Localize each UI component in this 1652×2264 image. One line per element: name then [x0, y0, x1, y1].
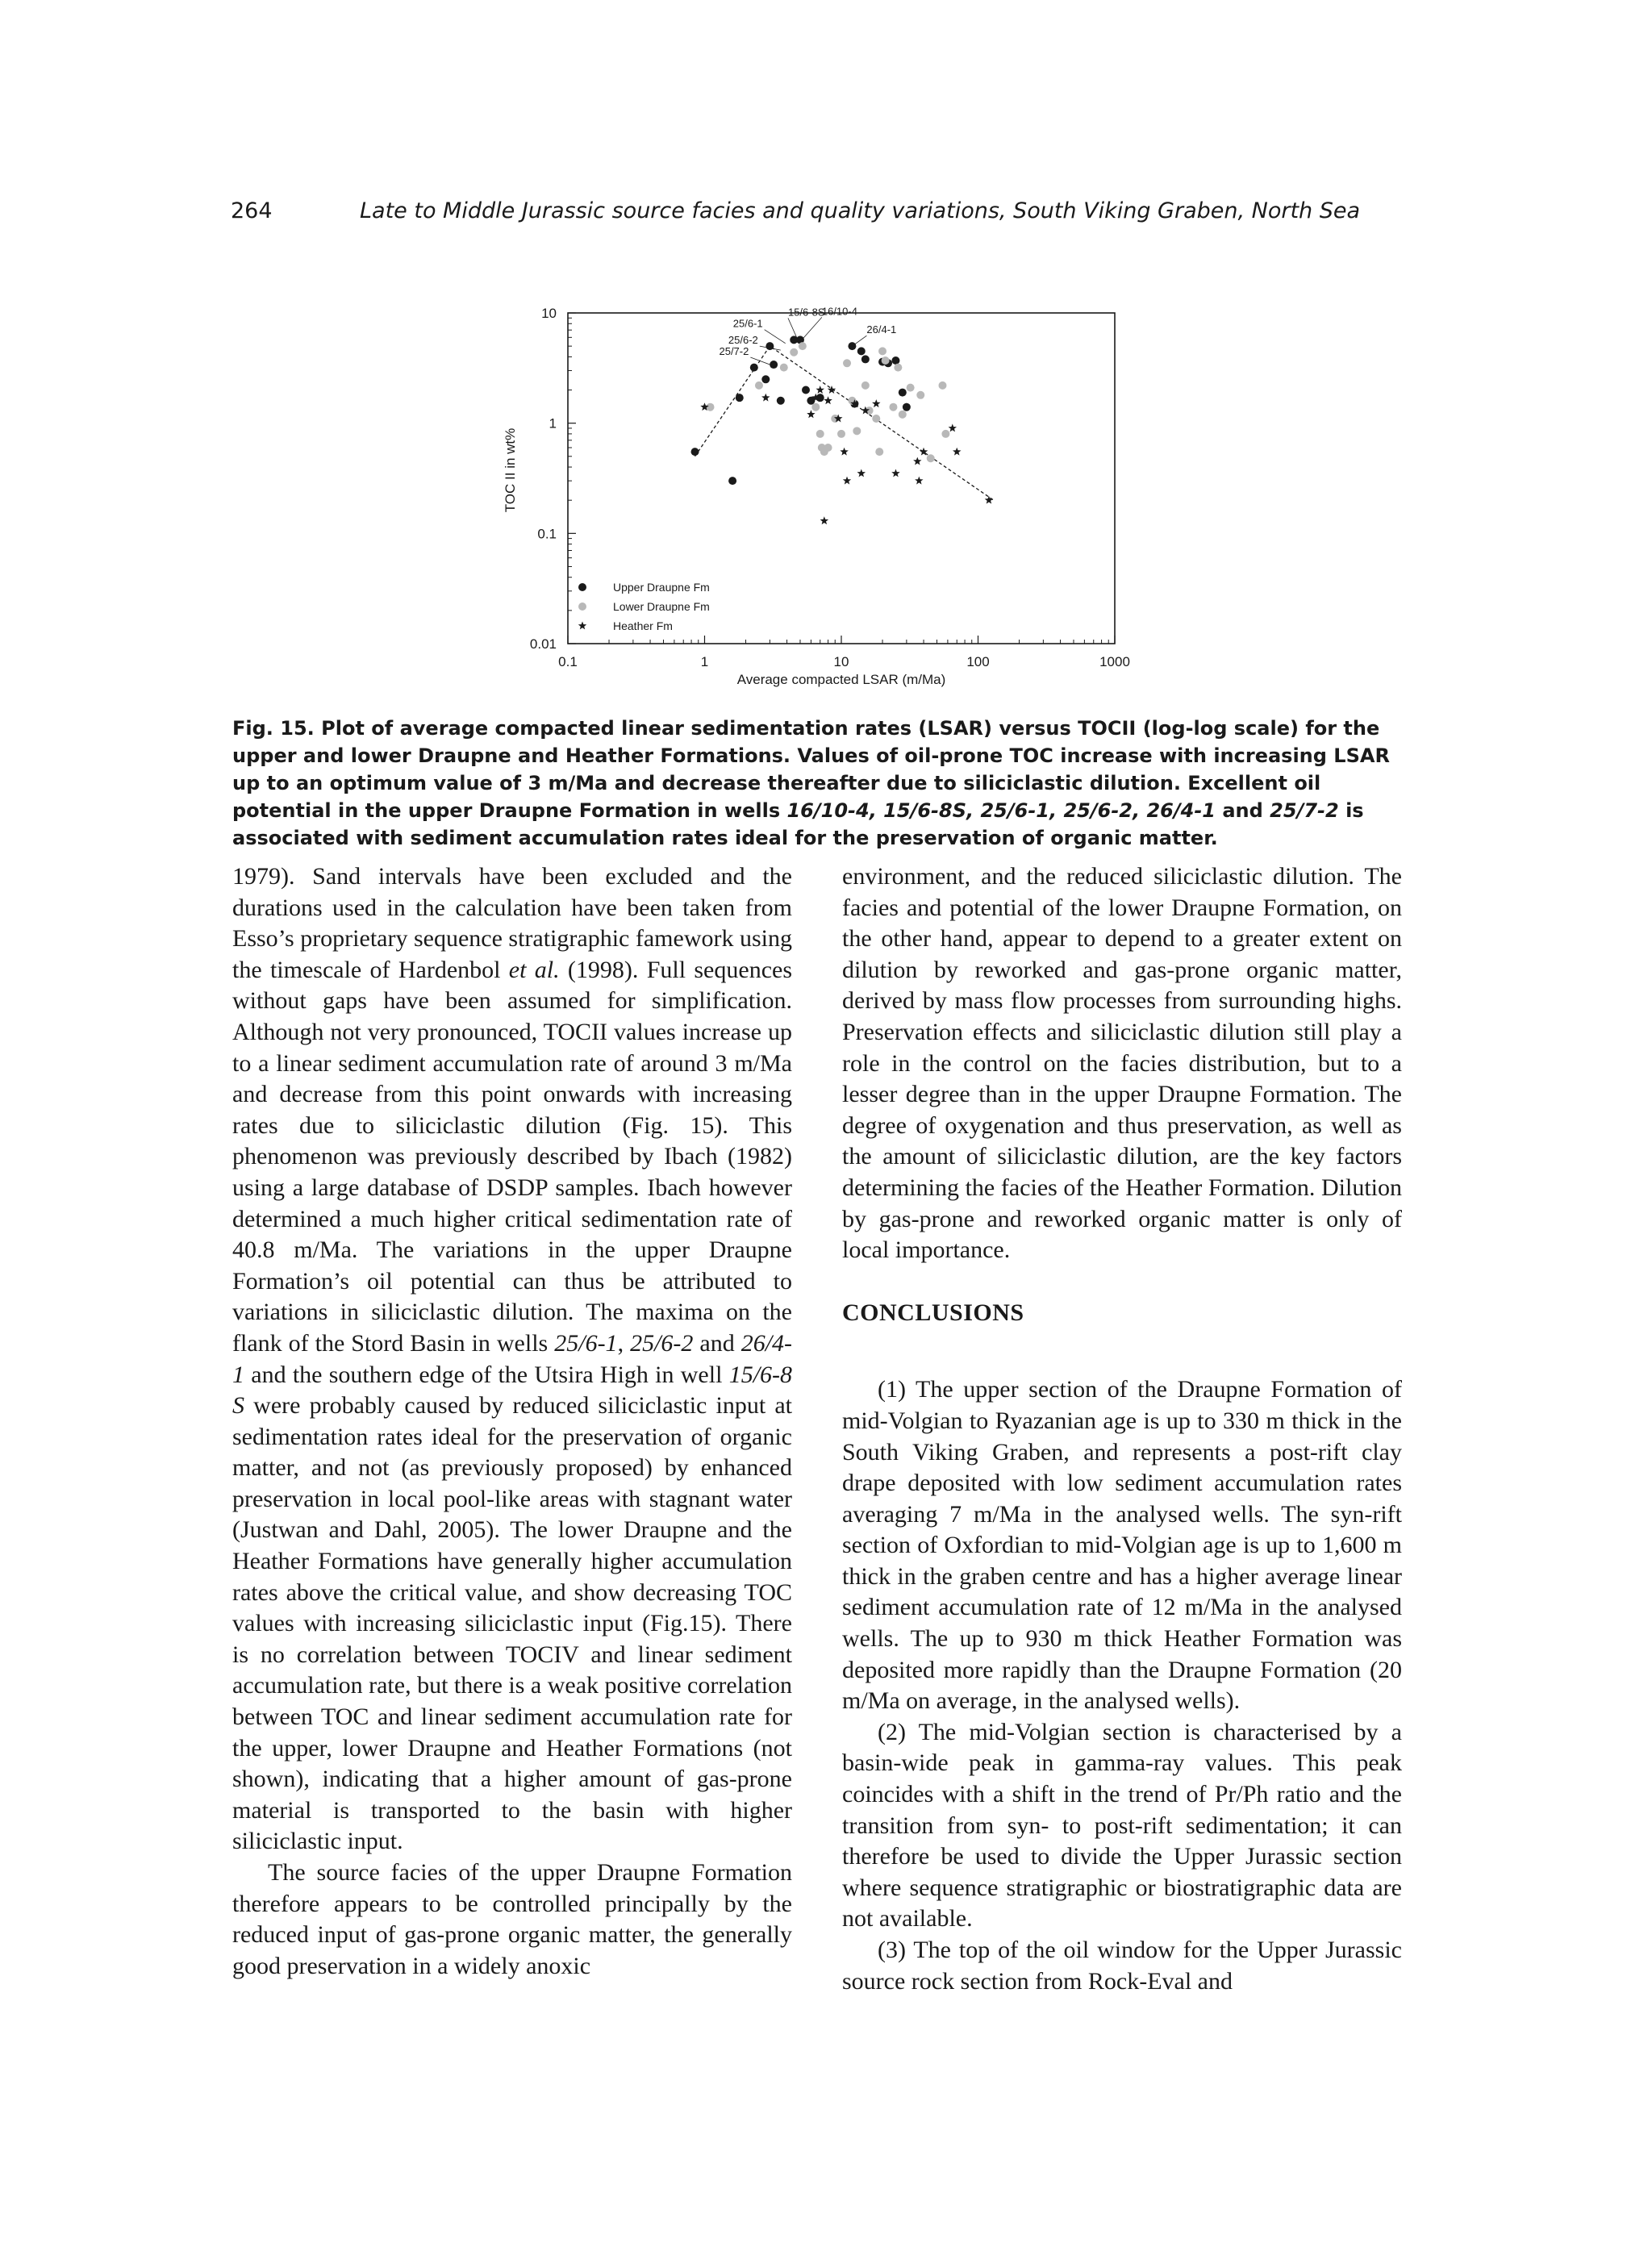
figure-15	[484, 295, 1145, 698]
data-point-lower-draupne	[816, 430, 824, 438]
data-point-heather	[820, 516, 829, 524]
running-head	[231, 198, 1361, 237]
data-point-lower-draupne	[878, 347, 886, 355]
caption-well-last: 25/7-2	[1270, 799, 1339, 822]
x-tick-label: 10	[833, 654, 849, 669]
data-point-upper-draupne	[861, 355, 870, 363]
well-name: 25/6-1	[554, 1329, 618, 1357]
text-run-italic: et al.	[508, 956, 560, 983]
data-point-lower-draupne	[916, 391, 924, 399]
annotation-label: 26/4-1	[866, 323, 897, 336]
data-point-upper-draupne	[770, 361, 778, 369]
caption-and: and	[1222, 799, 1263, 822]
annotation-leader	[765, 330, 786, 344]
text-run: and	[699, 1329, 735, 1357]
data-point-heather	[913, 457, 921, 465]
annotation-leader	[852, 336, 866, 346]
data-point-lower-draupne	[811, 403, 820, 411]
data-point-upper-draupne	[728, 477, 736, 485]
data-point-upper-draupne	[736, 394, 744, 402]
legend-marker	[578, 583, 586, 591]
data-point-lower-draupne	[843, 359, 851, 367]
y-tick-label: 0.1	[537, 526, 557, 542]
annotation-leader	[750, 357, 770, 365]
data-point-lower-draupne	[938, 382, 946, 390]
data-point-heather	[872, 399, 881, 407]
data-point-lower-draupne	[780, 364, 788, 372]
caption-text-2: is associated with sediment accumulation rates ideal for the preservation of organic matter.	[232, 799, 1364, 849]
data-point-lower-draupne	[799, 342, 807, 350]
data-point-upper-draupne	[891, 356, 899, 365]
data-point-heather	[915, 477, 923, 485]
data-point-lower-draupne	[824, 444, 832, 452]
data-point-heather	[824, 396, 832, 404]
data-point-upper-draupne	[766, 342, 774, 350]
data-point-lower-draupne	[941, 430, 949, 438]
data-point-heather	[761, 394, 770, 402]
legend-label: Upper Draupne Fm	[613, 581, 710, 594]
data-point-lower-draupne	[894, 364, 902, 372]
x-tick-label: 1000	[1099, 654, 1130, 669]
data-point-lower-draupne	[907, 384, 915, 392]
text-run: (1998). Full sequences without gaps have been assumed for simplification. Although not very pronounced, TOCII values increase up to a linear sediment accumulation rate of around 3 m/Ma and decrease from this point onwards with increasing rates due to siliciclastic dilution (Fig. 15). This phenomenon was previously described by Ibach (1982) using a large database of DSDP samples. Ibach however determined a much higher critical sedimentation rate of 40.8 m/Ma. The variations in the upper Draupne Formation’s oil potential can thus be attributed to variations in siliciclastic dilution. The maxima on the flank of the Stord Basin in wells	[232, 956, 792, 1357]
data-point-lower-draupne	[853, 427, 861, 435]
data-point-lower-draupne	[861, 382, 870, 390]
data-point-lower-draupne	[872, 415, 880, 423]
data-point-heather	[840, 448, 848, 456]
data-point-lower-draupne	[899, 411, 907, 419]
data-point-upper-draupne	[802, 386, 810, 394]
x-tick-label: 0.1	[558, 654, 578, 669]
annotation-label: 16/10-4	[821, 305, 857, 318]
conclusion-3: (3) The top of the oil window for the Upper Jurassic source rock section from Rock-Eval and	[842, 1937, 1402, 1995]
y-axis-label: TOC II in wt%	[503, 427, 518, 513]
plot-frame	[568, 313, 1115, 644]
right-column	[842, 861, 1402, 1997]
annotation-leader	[803, 317, 822, 339]
data-point-heather	[985, 496, 994, 504]
data-point-upper-draupne	[761, 375, 770, 383]
well-name: 26/4-1	[232, 1329, 793, 1388]
data-point-lower-draupne	[790, 348, 798, 356]
annotation-label: 25/6-2	[728, 334, 758, 347]
well-name: 15/6-8 S	[232, 1361, 793, 1420]
data-point-upper-draupne	[899, 389, 907, 397]
text-run: were probably caused by reduced siliciclastic input at sedimentation rates ideal for the preservation of organic matter, and not (as previously proposed) by enhanced preservation in local pool-like areas with stagnant water (Justwan and Dahl, 2005). The lower Draupne and the Heather Formations have generally higher accumulation rates above the critical value, and show decreasing TOC values with increasing siliciclastic input (Fig.15). There is no correlation between TOCIV and linear sediment accumulation rate, but there is a weak positive correlation between TOC and linear sediment accumulation rate for the upper, lower Draupne and Heather Formations (not shown), indicating that a higher amount of gas-prone material is transported to the basin with higher siliciclastic input.	[232, 1392, 792, 1855]
well-name: 25/6-2	[630, 1329, 694, 1357]
data-point-heather	[953, 448, 962, 456]
trend-line	[695, 346, 994, 500]
left-paragraph-2: The source facies of the upper Draupne Formation therefore appears to be controlled principally by the reduced input of gas-prone organic matter, the generally good preservation in a widely anoxic	[232, 1859, 792, 1979]
data-point-heather	[891, 469, 900, 477]
data-point-lower-draupne	[707, 403, 715, 411]
right-paragraph-1: environment, and the reduced siliciclastic dilution. The facies and potential of the lower Draupne Formation, on the other hand, appear to depend to a greater extent on dilution by reworked and gas-prone organic matter, derived by mass flow processes from surrounding highs. Preservation effects and siliciclastic dilution still play a role in the control on the facies distribution, but to a lesser degree than in the upper Draupne Formation. The degree of oxygenation and thus preservation, as well as the amount of siliciclastic dilution, are the key factors determining the facies of the Heather Formation. Dilution by gas-prone and reworked organic matter is only of local importance.	[842, 863, 1402, 1264]
data-point-upper-draupne	[691, 448, 699, 456]
text-run: and the southern edge of the Utsira High in well	[251, 1361, 723, 1388]
data-point-heather	[949, 423, 957, 432]
annotation-label: 25/7-2	[719, 345, 749, 358]
caption-wells: 16/10-4, 15/6-8S, 25/6-1, 25/6-2, 26/4-1	[786, 799, 1216, 822]
data-point-heather	[857, 469, 866, 477]
y-tick-label: 10	[541, 306, 557, 321]
text-run: 1979). Sand intervals have been excluded and the durations used in the calculation have been taken from Esso’s proprietary sequence stratigraphic famework using the timescale of Hardenbol	[232, 863, 792, 983]
data-point-lower-draupne	[755, 382, 763, 390]
data-point-upper-draupne	[750, 364, 758, 372]
data-point-lower-draupne	[875, 448, 883, 456]
legend-label: Lower Draupne Fm	[613, 600, 710, 613]
y-tick-label: 1	[549, 415, 557, 432]
data-point-upper-draupne	[777, 397, 785, 405]
lsar-toc-chart	[484, 295, 1145, 698]
x-tick-label: 100	[966, 654, 990, 669]
caption-text-1: Plot of average compacted linear sedimentation rates (LSAR) versus TOCII (log-log scale) for the upper and lower Draupne and Heather Formations. Values of oil-prone TOC increase with increasing LSAR up to an optimum value of 3 m/Ma and decrease thereafter due to siliciclastic dilution. Excellent oil potential in the upper Draupne Formation in wells	[232, 717, 1390, 822]
caption-label: Fig. 15.	[232, 717, 315, 740]
data-point-lower-draupne	[889, 403, 897, 411]
left-column	[232, 861, 792, 1982]
conclusion-1: (1) The upper section of the Draupne Formation of mid-Volgian to Ryazanian age is up to 330 m thick in the South Viking Graben, and represents a post-rift clay drape deposited with low sediment accumulation rates averaging 7 m/Ma in the analysed wells. The syn-rift section of Oxfordian to mid-Volgian age is up to 1,600 m thick in the graben centre and has a higher average linear sediment accumulation rate of 12 m/Ma in the analysed wells. The up to 930 m thick Heather Formation was deposited more rapidly than the Draupne Formation (20 m/Ma on average, in the analysed wells).	[842, 1376, 1402, 1715]
text-run: ,	[617, 1329, 624, 1357]
data-point-lower-draupne	[927, 454, 935, 462]
data-point-heather	[807, 410, 815, 418]
y-tick-label: 0.01	[529, 636, 557, 652]
data-point-lower-draupne	[882, 356, 890, 365]
data-point-upper-draupne	[857, 347, 866, 355]
annotation-label: 15/6-8S	[787, 306, 825, 319]
x-axis-label: Average compacted LSAR (m/Ma)	[736, 672, 946, 687]
data-point-lower-draupne	[837, 430, 845, 438]
data-point-heather	[843, 477, 851, 485]
legend-marker	[578, 602, 586, 611]
section-heading-conclusions: CONCLUSIONS	[842, 1299, 1024, 1326]
annotation-label: 25/6-1	[732, 317, 763, 330]
conclusion-2: (2) The mid-Volgian section is characterised by a basin-wide peak in gamma-ray values. This peak coincides with a shift in the trend of Pr/Ph ratio and the transition from syn- to post-rift sedimentation; it can therefore be used to divide the Upper Jurassic section where sequence stratigraphic or biostratigraphic data are not available.	[842, 1718, 1402, 1933]
figure-caption	[232, 715, 1394, 852]
legend-label: Heather Fm	[613, 619, 673, 632]
left-paragraph-1	[232, 861, 792, 1857]
legend-marker-heather	[578, 622, 586, 630]
data-point-heather	[816, 386, 825, 394]
running-title: Late to Middle Jurassic source facies and quality variations, South Viking Graben, North Sea	[360, 198, 1361, 223]
x-tick-label: 1	[700, 654, 709, 669]
page-number: 264	[231, 198, 273, 223]
